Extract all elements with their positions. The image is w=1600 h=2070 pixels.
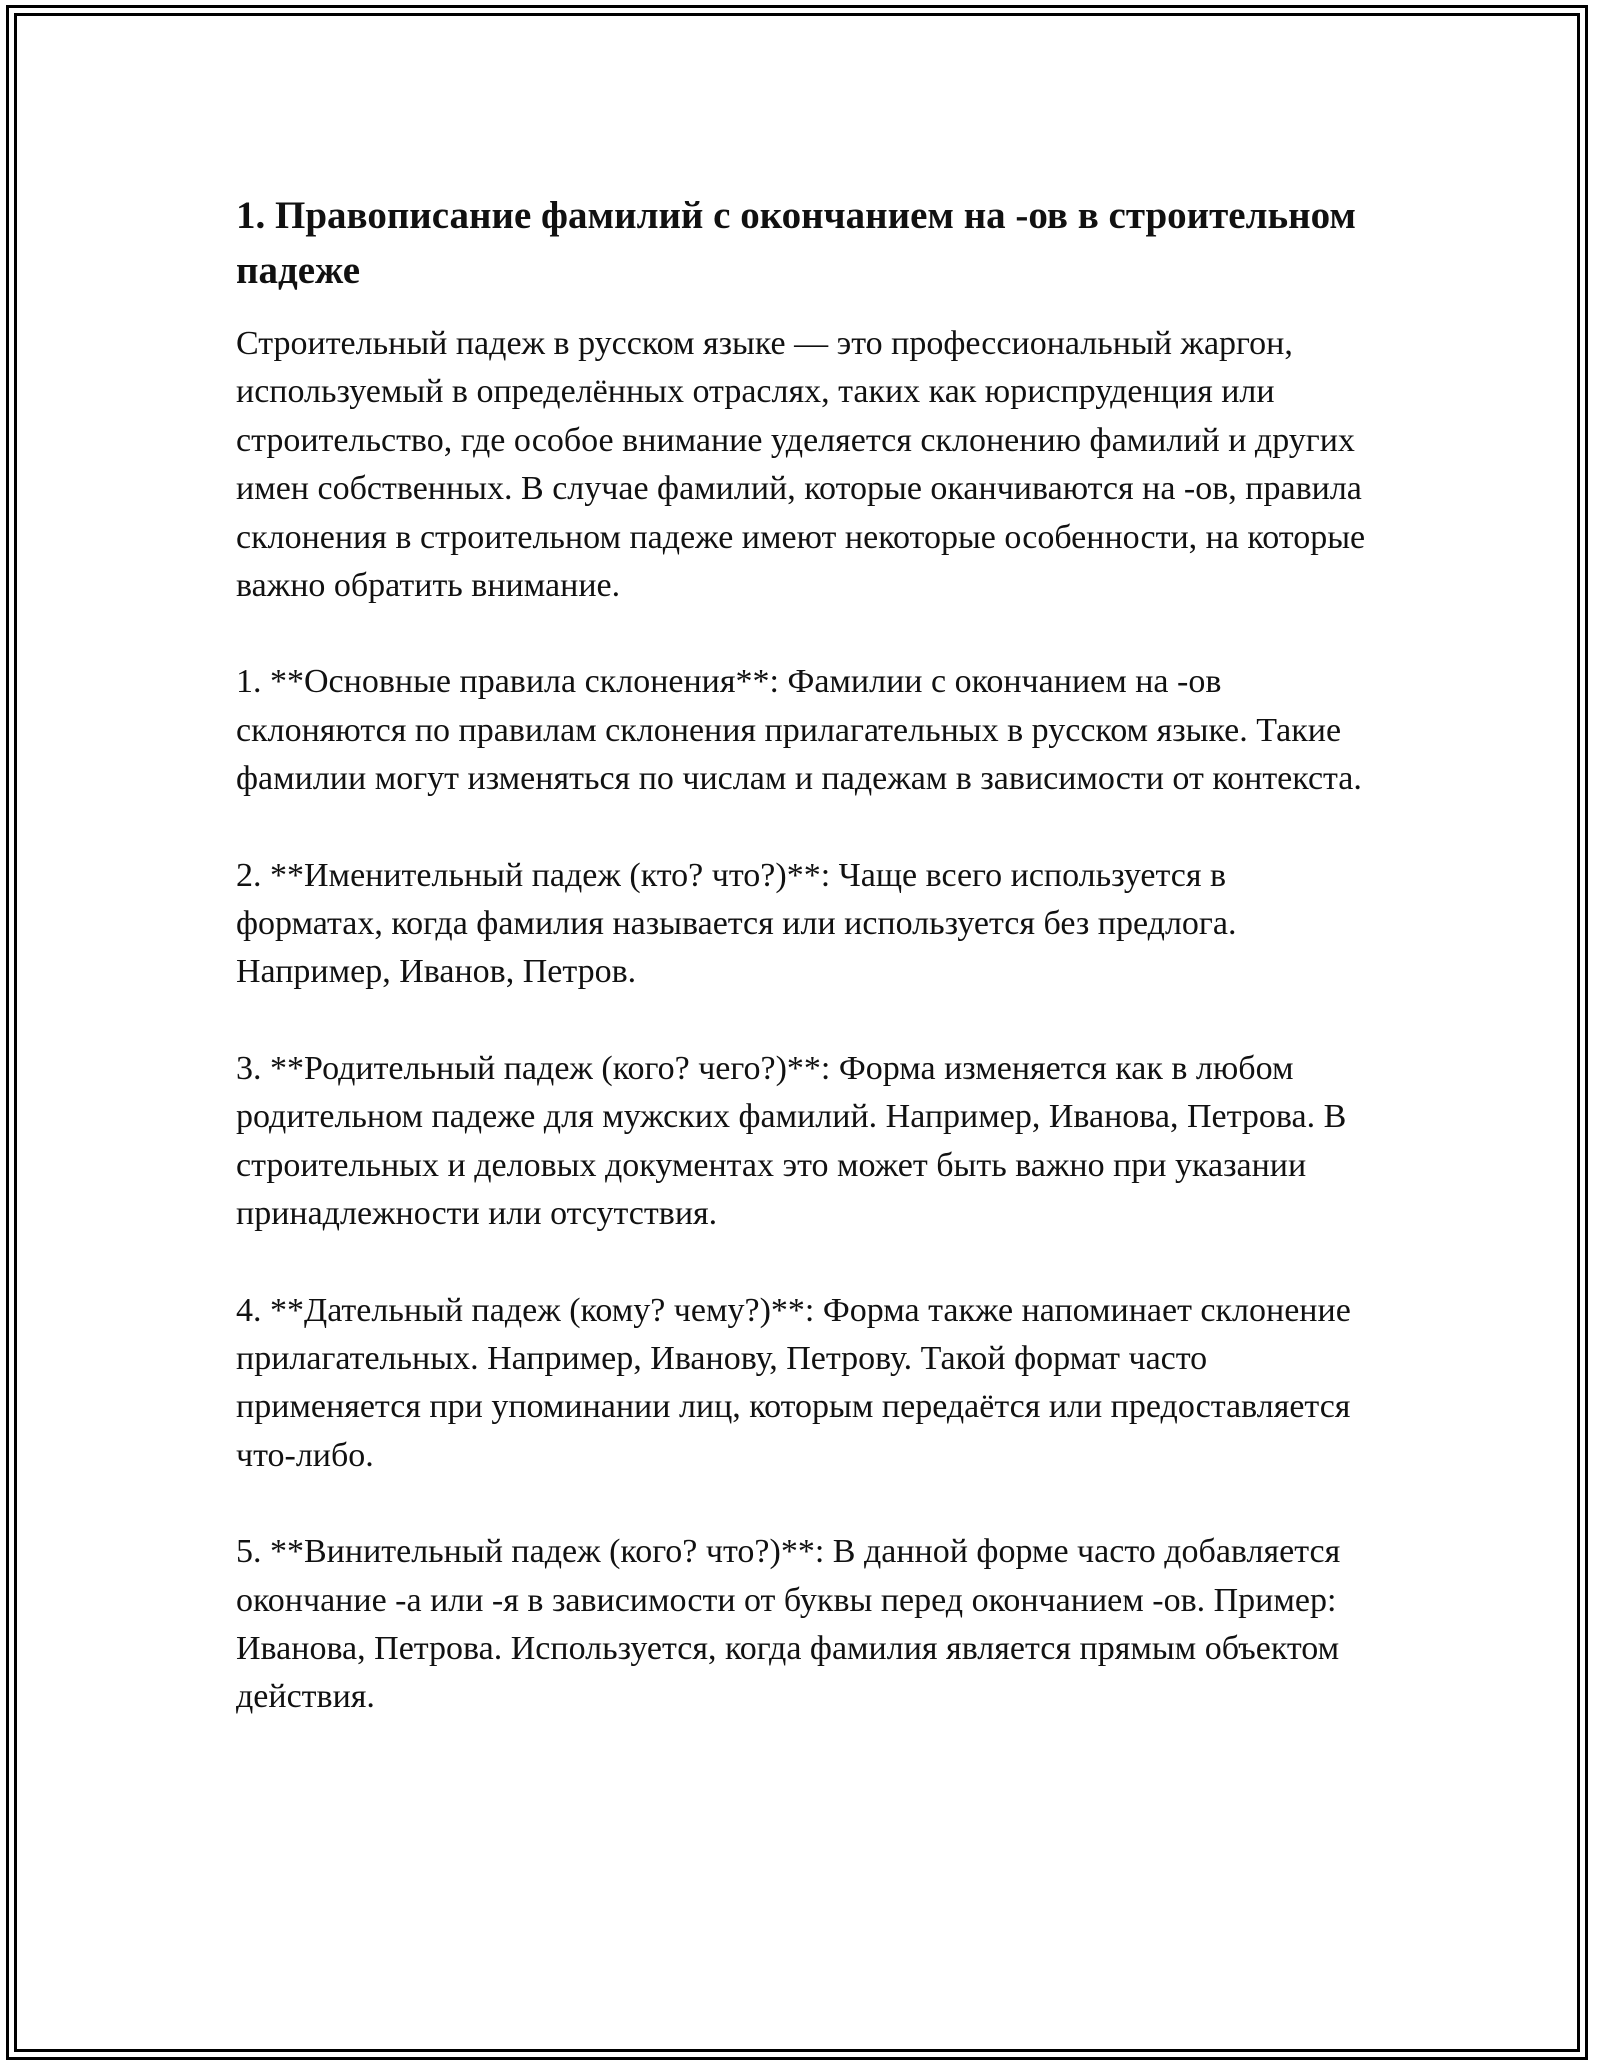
rule-paragraph-1: 1. **Основные правила склонения**: Фамилии с окончанием на -ов склоняются по правилам склонения прилагательных в русском языке. Такие фамилии могут изменяться по числам и падежам в зависимости от контекста. — [236, 663, 1362, 798]
document-body — [236, 188, 1366, 1770]
rule-paragraph-2: 2. **Именительный падеж (кто? что?)**: Чаще всего используется в форматах, когда фамилия называется или используется без предлога. Например, Иванов, Петров. — [236, 856, 1237, 991]
document-title: 1. Правописание фамилий с окончанием на -ов в строительном падеже — [236, 194, 1356, 292]
intro-paragraph: Строительный падеж в русском языке — это профессиональный жаргон, используемый в определённых отраслях, таких как юриспруденция или строительство, где особое внимание уделяется склонению фамилий и других имен собственных. В случае фамилий, которые оканчиваются на -ов, правила склонения в строительном падеже имеют некоторые особенности, на которые важно обратить внимание. — [236, 325, 1366, 605]
rule-paragraph-5: 5. **Винительный падеж (кого? что?)**: В данной форме часто добавляется окончание -а или -я в зависимости от буквы перед окончанием -ов. Пример: Иванова, Петрова. Используется, когда фамилия является прямым объектом действия. — [236, 1533, 1341, 1716]
rule-paragraph-4: 4. **Дательный падеж (кому? чему?)**: Форма также напоминает склонение прилагательных. Например, Иванову, Петрову. Такой формат часто применяется при упоминании лиц, которым передаётся или предоставляется что-либо. — [236, 1291, 1351, 1474]
rule-paragraph-3: 3. **Родительный падеж (кого? чего?)**: Форма изменяется как в любом родительном падеже для мужских фамилий. Например, Иванова, Петрова. В строительных и деловых документах это может быть важно при указании принадлежности или отсутствия. — [236, 1049, 1347, 1233]
